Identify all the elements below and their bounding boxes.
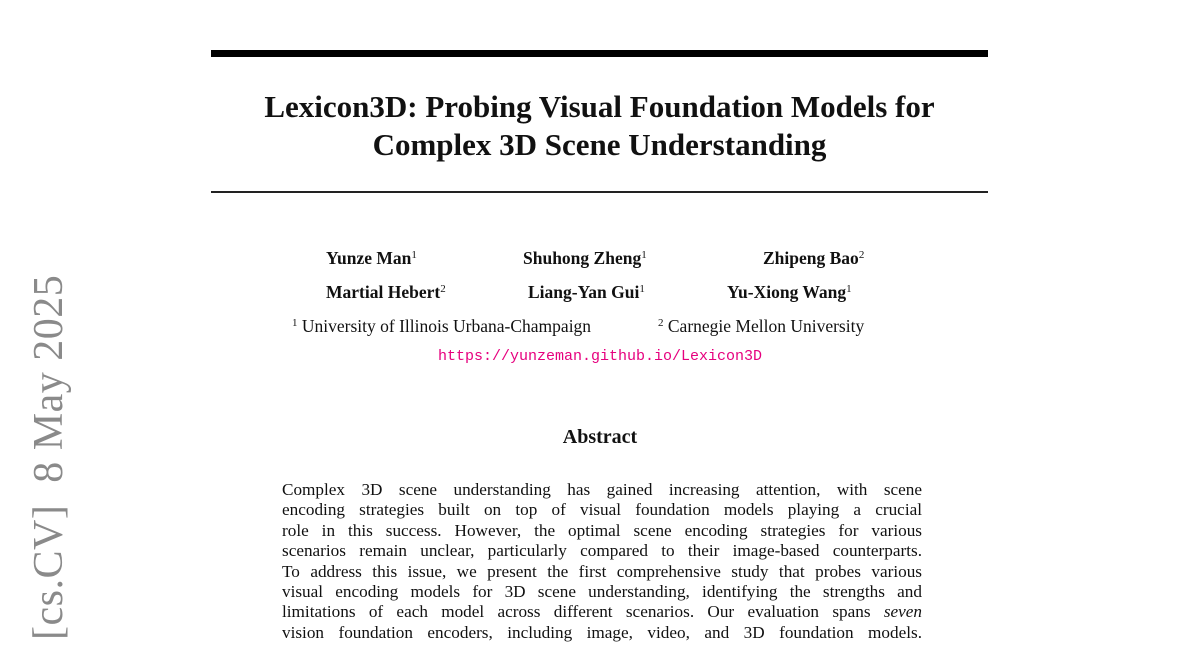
author-name: Liang-Yan Gui	[528, 282, 640, 302]
project-url-link[interactable]: https://yunzeman.github.io/Lexicon3D	[437, 348, 763, 365]
abstract-line: To address this issue, we present the first comprehensive study that probes various	[282, 561, 922, 581]
affiliation	[658, 316, 864, 337]
affiliation-number: 2	[658, 317, 664, 329]
author	[326, 282, 446, 303]
author	[763, 248, 864, 269]
abstract-line: visual encoding models for 3D scene understanding, identifying the strengths and	[282, 581, 922, 601]
affiliation-name: University of Illinois Urbana-Champaign	[301, 316, 592, 336]
author-name: Shuhong Zheng	[523, 248, 642, 268]
author-affil-mark: 1	[639, 283, 645, 295]
author-affil-mark: 1	[846, 283, 852, 295]
abstract-emphasis: seven	[883, 602, 922, 622]
abstract-line: Complex 3D scene understanding has gained increasing attention, with scene	[282, 480, 922, 499]
arxiv-stamp: [cs.CV] 8 May 2025	[26, 274, 72, 640]
abstract-line: scenarios remain unclear, particularly compared to their image-based counterparts.	[282, 541, 922, 561]
abstract-line: encoding strategies built on top of visual foundation models playing a crucial	[282, 500, 922, 520]
title-line-2: Complex 3D Scene Understanding	[372, 127, 827, 162]
abstract-body	[282, 480, 922, 643]
author	[727, 282, 852, 303]
author-name: Martial Hebert	[326, 282, 441, 302]
author-name: Yu-Xiong Wang	[727, 282, 847, 302]
author	[528, 282, 645, 303]
title-rule	[211, 191, 988, 193]
paper-title	[211, 88, 988, 164]
author-affil-mark: 2	[440, 283, 446, 295]
affiliation-name: Carnegie Mellon University	[667, 316, 865, 336]
top-rule	[211, 50, 988, 57]
abstract-line-text: limitations of each model across different scenarios. Our evaluation spans	[282, 602, 871, 622]
author-affil-mark: 1	[411, 249, 417, 261]
author-affil-mark: 1	[641, 249, 647, 261]
author	[523, 248, 647, 269]
affiliation-number: 1	[292, 317, 298, 329]
abstract-heading: Abstract	[562, 426, 638, 448]
abstract-line	[282, 602, 922, 622]
abstract-line: vision foundation encoders, including image, video, and 3D foundation models.	[282, 622, 922, 642]
title-line-1: Lexicon3D: Probing Visual Foundation Models for	[264, 89, 935, 124]
author-name: Yunze Man	[326, 248, 412, 268]
affiliation	[292, 316, 591, 337]
author-affil-mark: 2	[858, 249, 865, 261]
abstract-line: role in this success. However, the optimal scene encoding strategies for various	[282, 520, 922, 540]
author	[326, 248, 417, 269]
author-name: Zhipeng Bao	[763, 248, 859, 268]
